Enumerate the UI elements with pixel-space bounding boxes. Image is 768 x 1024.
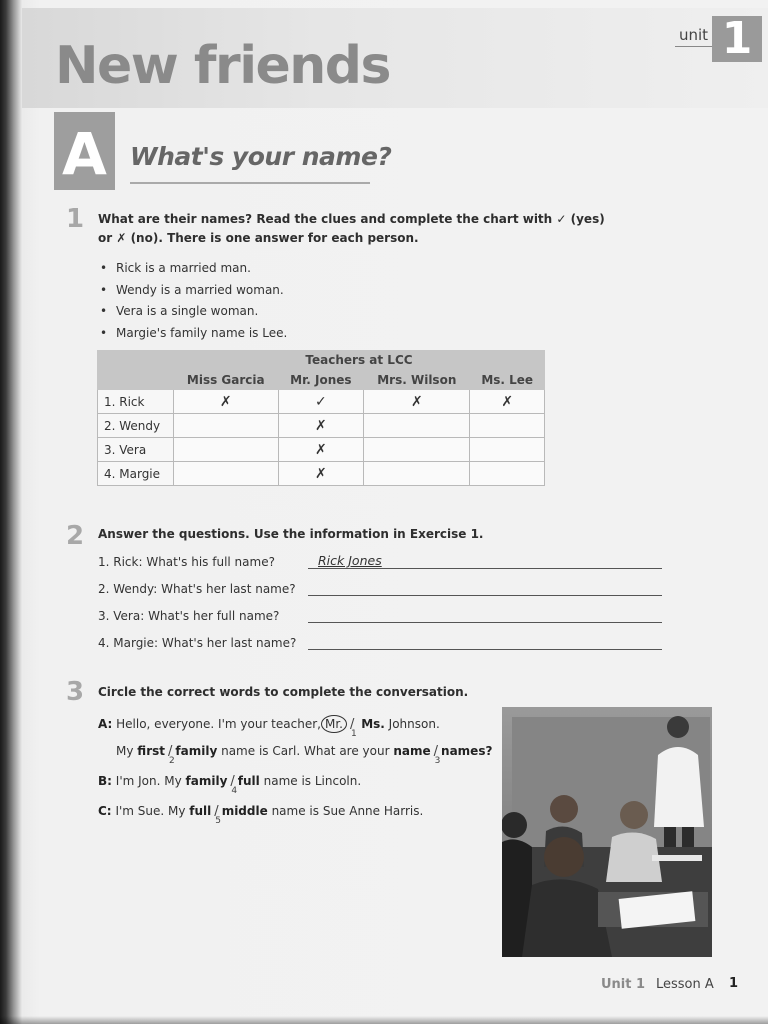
choice-name[interactable]: name — [393, 744, 431, 758]
chart-row-name: 3. Vera — [98, 438, 174, 462]
exercise-1-instruction-line2: or ✗ (no). There is one answer for each person. — [98, 231, 419, 245]
choice-family[interactable]: family — [185, 774, 228, 788]
chart-cell[interactable] — [470, 414, 545, 438]
exercise-3-instruction: Circle the correct words to complete the conversation. — [98, 685, 469, 699]
chart-column-header: Mrs. Wilson — [364, 370, 470, 390]
chart-cell[interactable] — [470, 438, 545, 462]
page-number: 1 — [729, 976, 739, 991]
question-1: 1. Rick: What's his full name? — [98, 555, 275, 569]
choice-full[interactable]: full — [189, 804, 212, 818]
chart-cell[interactable] — [470, 462, 545, 486]
answer-line-2[interactable] — [308, 595, 662, 596]
book-spine-shadow — [0, 0, 22, 1024]
chart-column-header: Ms. Lee — [470, 370, 545, 390]
chart-column-header: Mr. Jones — [278, 370, 364, 390]
chart-row — [98, 438, 545, 462]
clue-list — [100, 258, 287, 344]
chart-corner — [98, 370, 174, 390]
answer-line-3[interactable] — [308, 622, 662, 623]
clue-item: • Margie's family name is Lee. — [100, 325, 288, 340]
chart-row-name: 2. Wendy — [98, 414, 174, 438]
choice-ms[interactable]: Ms. — [361, 717, 385, 731]
chart-group-header: Teachers at LCC — [174, 351, 545, 370]
choice-full[interactable]: full — [237, 774, 260, 788]
chart-row — [98, 414, 545, 438]
exercise-3-number: 3 — [66, 677, 85, 707]
teachers-chart — [97, 350, 545, 486]
unit-label: unit — [679, 26, 709, 44]
bottom-edge-shadow — [0, 1016, 768, 1024]
choice-names[interactable]: names? — [441, 744, 493, 758]
classroom-photo — [502, 707, 712, 957]
chart-column-header: Miss Garcia — [174, 370, 279, 390]
choice-first[interactable]: first — [137, 744, 165, 758]
section-letter-badge — [54, 112, 115, 190]
clue-item: • Wendy is a married woman. — [100, 282, 284, 297]
footer-unit: Unit 1 — [601, 977, 646, 992]
chart-cell[interactable] — [364, 438, 470, 462]
answer-line-1[interactable] — [308, 568, 662, 569]
choice-mr-circled[interactable]: Mr. — [321, 715, 347, 733]
chart-cell[interactable] — [174, 462, 279, 486]
choice-family[interactable]: family — [175, 744, 218, 758]
chart-cell[interactable] — [174, 438, 279, 462]
chart-cell[interactable]: ✗ — [364, 390, 470, 414]
section-title: What's your name? — [130, 142, 392, 171]
answer-line-4[interactable] — [308, 649, 662, 650]
footer-lesson: Lesson A — [656, 977, 714, 992]
exercise-2-instruction: Answer the questions. Use the information in Exercise 1. — [98, 527, 484, 541]
chart-cell[interactable] — [364, 414, 470, 438]
exercise-1-instruction-line1: What are their names? Read the clues and complete the chart with ✓ (yes) — [98, 212, 605, 226]
unit-number-badge: 1 — [712, 16, 762, 62]
unit-rule — [675, 46, 715, 47]
section-letter: A — [62, 120, 107, 188]
page-title: New friends — [55, 36, 390, 96]
chart-cell[interactable]: ✗ — [278, 438, 364, 462]
exercise-1-number: 1 — [66, 204, 85, 234]
chart-row — [98, 390, 545, 414]
section-title-rule — [130, 182, 370, 184]
chart-cell[interactable] — [364, 462, 470, 486]
question-3: 3. Vera: What's her full name? — [98, 609, 280, 623]
chart-row-name: 1. Rick — [98, 390, 174, 414]
chart-cell[interactable]: ✓ — [278, 390, 364, 414]
chart-cell[interactable]: ✗ — [278, 414, 364, 438]
choice-middle[interactable]: middle — [221, 804, 268, 818]
question-4: 4. Margie: What's her last name? — [98, 636, 297, 650]
exercise-2-number: 2 — [66, 521, 85, 551]
answer-1[interactable]: Rick Jones — [318, 553, 382, 568]
conversation-line-a1: A: Hello, everyone. I'm your teacher, Mr. / 1 Ms. Johnson. — [98, 717, 440, 739]
chart-row — [98, 462, 545, 486]
chart-cell[interactable]: ✗ — [278, 462, 364, 486]
chart-row-name: 4. Margie — [98, 462, 174, 486]
question-2: 2. Wendy: What's her last name? — [98, 582, 296, 596]
conversation-line-b: B: I'm Jon. My family / 4 full name is Lincoln. — [98, 774, 362, 796]
clue-item: • Vera is a single woman. — [100, 304, 259, 318]
chart-cell[interactable]: ✗ — [470, 390, 545, 414]
chart-cell[interactable] — [174, 414, 279, 438]
chart-corner — [98, 351, 174, 370]
conversation-line-a2: My first / 2 family name is Carl. What are your name / 3 names? — [116, 744, 493, 766]
chart-cell[interactable]: ✗ — [174, 390, 279, 414]
conversation-line-c: C: I'm Sue. My full / 5 middle name is Sue Anne Harris. — [98, 804, 424, 826]
clue-item: • Rick is a married man. — [100, 261, 251, 275]
